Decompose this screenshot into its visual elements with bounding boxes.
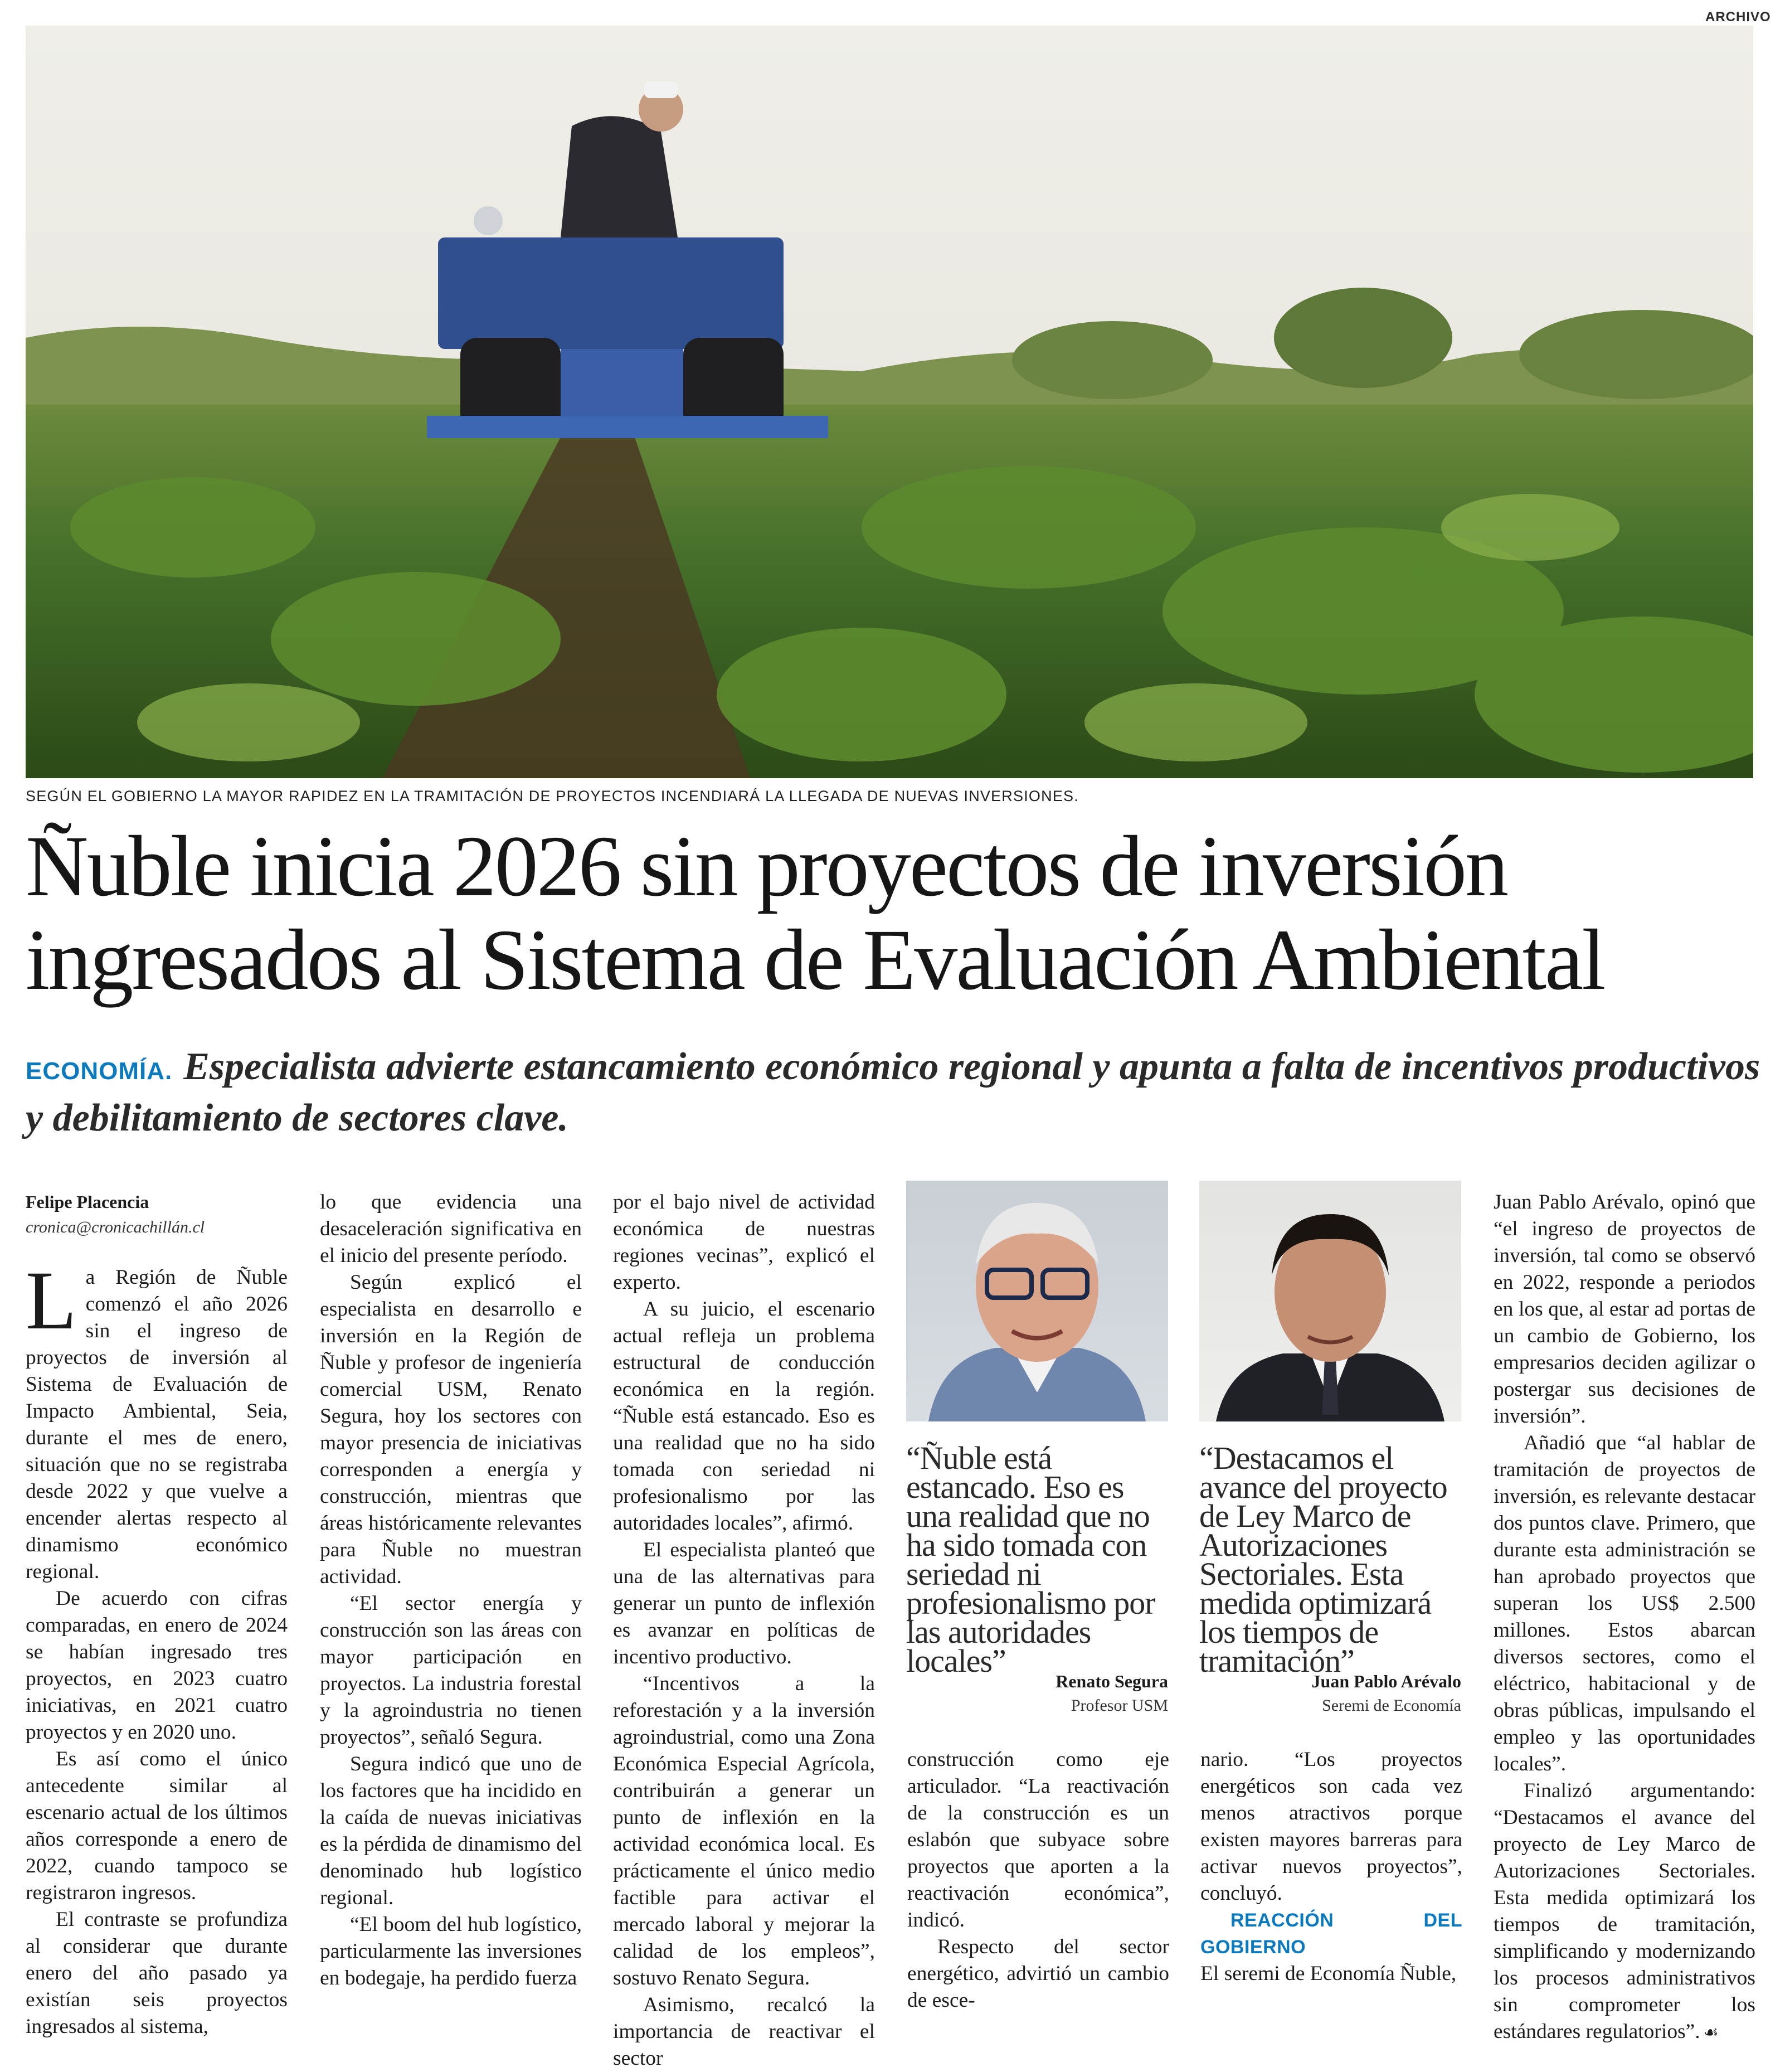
article-column-6	[1494, 1189, 1755, 2046]
article-column-1	[26, 1254, 288, 2040]
body-paragraph: La Región de Ñuble comenzó el año 2026 sin el ingreso de proyectos de inversión al Sistema de Evaluación de Impacto Ambiental, Seia, durante el mes de enero, situación que no se registraba desde 2022 y que vuelve a encender alertas respecto al dinamismo económico regional.	[26, 1254, 288, 1583]
body-paragraph: Respecto del sector energético, advirtió un cambio de esce-	[907, 1935, 1169, 2012]
body-paragraph: Es así como el único antecedente similar al escenario actual de los últimos años corresponde a enero de 2022, cuando tampoco se registraron ingresos.	[26, 1748, 288, 1904]
body-paragraph: “El sector energía y construcción son las áreas con mayor participación en proyectos. La industria forestal y la agroindustria no tienen proyectos”, señaló Segura.	[320, 1592, 582, 1749]
photo-credit: ARCHIVO	[1705, 9, 1771, 25]
pull-quote-1: “Ñuble está estancado. Eso es una realidad que no ha sido tomada con seriedad ni profesionalismo por las autoridades locales”	[906, 1440, 1155, 1679]
body-paragraph: El especialista planteó que una de las alternativas para generar un punto de inflexión es avanzar en políticas de incentivo productivo.	[613, 1539, 875, 1668]
body-paragraph: El seremi de Economía Ñuble,	[1200, 1962, 1457, 1985]
pull-quote-2: “Destacamos el avance del proyecto de Ley Marco de Autorizaciones Sectoriales. Esta medida optimizará los tiempos de tramitación”	[1199, 1440, 1447, 1679]
section-tag: ECONOMÍA.	[26, 1057, 173, 1085]
article-column-2	[320, 1189, 582, 1992]
article-column-3	[613, 1189, 875, 2072]
body-paragraph: Finalizó argumentando: “Destacamos el avance del proyecto de Ley Marco de Autorizaciones Sectoriales. Esta medida optimizará los tiempos de tramitación, simplificando y modernizando los procesos administrativos sin comprometer los estándares regulatorios”. ☙	[1494, 1779, 1755, 2043]
photo-caption: SEGÚN EL GOBIERNO LA MAYOR RAPIDEZ EN LA TRAMITACIÓN DE PROYECTOS INCENDIARÁ LA LLEGADA DE NUEVAS INVERSIONES.	[26, 788, 1079, 804]
body-paragraph: Asimismo, recalcó la importancia de reactivar el sector	[613, 1993, 875, 2070]
farmer-tractor-field-image	[26, 26, 1753, 778]
dek-text: Especialista advierte estancamiento económico regional y apunta a falta de incentivos productivos y debilitamiento de sectores clave.	[26, 1045, 1760, 1139]
end-mark-icon: ☙	[1703, 2023, 1719, 2042]
byline-email: cronica@cronicachillán.cl	[26, 1218, 205, 1236]
drop-cap: L	[26, 1254, 77, 1347]
body-paragraph: nario. “Los proyectos energéticos son cada vez menos atractivos porque existen mayores barreras para activar nuevos proyectos”, concluyó.	[1200, 1748, 1462, 1905]
man-glasses-portrait-image	[906, 1181, 1168, 1421]
article-column-5	[1200, 1746, 1462, 1987]
lead-photo	[26, 26, 1753, 778]
dek	[26, 1044, 1764, 1142]
byline-author: Felipe Placencia	[26, 1192, 149, 1212]
body-paragraph: lo que evidencia una desaceleración significativa en el inicio del presente período.	[320, 1191, 582, 1267]
body-paragraph: Segura indicó que uno de los factores que ha incidido en la caída de nuevas iniciativas es la pérdida de dinamismo del denominado hub logístico regional.	[320, 1753, 582, 1909]
body-paragraph: Según explicó el especialista en desarrollo e inversión en la Región de Ñuble y profesor de ingeniería comercial USM, Renato Segura, hoy los sectores con mayor presencia de iniciativas corresponden a energía y construcción, mientras que áreas históricamente relevantes para Ñuble no muestran actividad.	[320, 1271, 582, 1588]
body-paragraph: Juan Pablo Arévalo, opinó que “el ingreso de proyectos de inversión, tal como se observó en 2022, responde a periodos en los que, al estar ad portas de un cambio de Gobierno, los empresarios deciden agilizar o postergar sus decisiones de inversión”.	[1494, 1191, 1755, 1428]
portrait-juan-pablo-arevalo	[1199, 1181, 1461, 1421]
body-paragraph: por el bajo nivel de actividad económica de nuestras regiones vecinas”, explicó el experto.	[613, 1191, 875, 1294]
headline	[26, 819, 1764, 1007]
young-man-suit-portrait-image	[1199, 1181, 1461, 1421]
pull-quote-1-name: Renato Segura	[1055, 1671, 1168, 1691]
body-paragraph: “Incentivos a la reforestación y a la inversión agroindustrial, como una Zona Económica Especial Agrícola, contribuirán a generar un punto de inflexión en la actividad económica local. Es prácticamente el único medio factible para activar el mercado laboral y mejorar la calidad de los empleos”, sostuvo Renato Segura.	[613, 1672, 875, 1989]
body-paragraph: El contraste se profundiza al considerar que durante enero del año pasado ya existían seis proyectos ingresados al sistema,	[26, 1908, 288, 2038]
body-paragraph: “El boom del hub logístico, particularmente las inversiones en bodegaje, ha perdido fuerza	[320, 1913, 582, 1989]
body-paragraph: construcción como eje articulador. “La reactivación de la construcción es un eslabón que subyace sobre proyectos que aporten a la reactivación económica”, indicó.	[907, 1748, 1169, 1932]
body-paragraph: A su juicio, el escenario actual refleja un problema estructural de conducción económica en la región. “Ñuble está estancado. Eso es una realidad que no ha sido tomada con seriedad ni profesionalismo por las autoridades locales”, afirmó.	[613, 1298, 875, 1535]
subhead-reaccion-gobierno: REACCIÓN DEL GOBIERNO	[1200, 1910, 1462, 1958]
body-paragraph: Añadió que “al hablar de tramitación de proyectos de inversión, es relevante destacar dos puntos clave. Primero, que durante esta administración se han aprobado proyectos que superan los US$ 2.500 millones. Estos abarcan diversos sectores, como el eléctrico, habitacional y de obras públicas, impulsando el empleo y las oportunidades locales”.	[1494, 1432, 1755, 1775]
headline-line-1: Ñuble inicia 2026 sin proyectos de inversión	[26, 818, 1507, 914]
portrait-renato-segura	[906, 1181, 1168, 1421]
headline-line-2: ingresados al Sistema de Evaluación Ambiental	[26, 911, 1604, 1008]
body-paragraph: De acuerdo con cifras comparadas, en enero de 2024 se habían ingresado tres proyectos, en 2023 cuatro iniciativas, en 2021 cuatro proyectos y en 2020 uno.	[26, 1587, 288, 1744]
pull-quote-1-role: Profesor USM	[1071, 1696, 1168, 1715]
article-column-4	[907, 1746, 1169, 2014]
pull-quote-2-role: Seremi de Economía	[1322, 1696, 1461, 1715]
pull-quote-2-name: Juan Pablo Arévalo	[1311, 1671, 1461, 1691]
